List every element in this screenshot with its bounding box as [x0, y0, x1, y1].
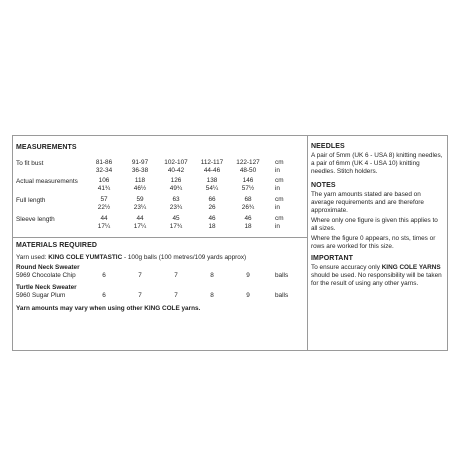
yarn-amount-note: Yarn amounts may vary when using other KING COLE yarns. [16, 305, 201, 312]
length-size-2 [126, 196, 154, 213]
value-in: 18 [244, 223, 252, 231]
sleeve-size-2 [126, 215, 154, 232]
notes-paragraph-2: Where only one figure is given this applies to all sizes. [311, 217, 438, 233]
value-in: 26¾ [241, 204, 255, 212]
row-label-full-length: Full length [16, 197, 46, 204]
value-cm: 106 [98, 177, 110, 184]
unit-in: in [275, 204, 280, 212]
column-divider [307, 136, 308, 350]
important-suffix: should be used. No responsibility will be taken for the result of using any other yarns. [311, 272, 442, 288]
units [275, 177, 284, 194]
length-size-4 [198, 196, 226, 213]
value-in: 18 [208, 223, 216, 231]
round-neck-size-3: 7 [174, 272, 178, 279]
yarn-brand: KING COLE YUMTASTIC [48, 254, 123, 261]
value-in: 32-34 [95, 167, 113, 175]
turtle-neck-size-3: 7 [174, 292, 178, 299]
value-in: 23¾ [169, 204, 183, 212]
value-in: 36-38 [131, 167, 149, 175]
value-cm: 68 [244, 196, 252, 203]
unit-cm: cm [275, 159, 284, 166]
value-in: 40-42 [167, 167, 185, 175]
bust-size-3 [162, 159, 190, 176]
item-turtle-neck-name: Turtle Neck Sweater [16, 284, 77, 291]
turtle-neck-size-5: 9 [246, 292, 250, 299]
actual-size-2 [126, 177, 154, 194]
important-prefix: To ensure accuracy only [311, 264, 382, 271]
sleeve-size-5 [234, 215, 262, 232]
value-cm: 45 [172, 215, 180, 222]
round-neck-size-5: 9 [246, 272, 250, 279]
unit-cm: cm [275, 215, 284, 222]
value-cm: 46 [244, 215, 252, 222]
round-neck-size-1: 6 [102, 272, 106, 279]
turtle-neck-size-4: 8 [210, 292, 214, 299]
actual-size-5 [234, 177, 262, 194]
value-cm: 66 [208, 196, 216, 203]
section-divider [13, 237, 307, 238]
round-neck-size-2: 7 [138, 272, 142, 279]
item-round-neck-shade: 5969 Chocolate Chip [16, 272, 76, 279]
turtle-neck-unit: balls [275, 292, 289, 299]
actual-size-3 [162, 177, 190, 194]
unit-in: in [275, 185, 280, 193]
value-cm: 81-86 [95, 159, 113, 166]
notes-title: NOTES [311, 182, 336, 189]
value-in: 17¼ [133, 223, 147, 231]
row-label-bust: To fit bust [16, 160, 44, 167]
row-label-sleeve-length: Sleeve length [16, 216, 55, 223]
materials-title: MATERIALS REQUIRED [16, 242, 98, 249]
sleeve-size-4 [198, 215, 226, 232]
value-cm: 138 [206, 177, 218, 184]
value-cm: 57 [100, 196, 108, 203]
notes-paragraph-3: Where the figure 0 appears, no sts, times or rows are worked for this size. [311, 235, 436, 251]
item-round-neck-name: Round Neck Sweater [16, 264, 80, 271]
value-cm: 112-117 [200, 159, 224, 166]
value-in: 46½ [133, 185, 147, 193]
units [275, 159, 284, 176]
unit-cm: cm [275, 196, 284, 203]
pattern-info-panel [12, 135, 448, 351]
yarn-prefix: Yarn used: [16, 254, 49, 261]
notes-paragraph-1: The yarn amounts stated are based on average requirements and are therefore approximate. [311, 191, 424, 215]
unit-cm: cm [275, 177, 284, 184]
actual-size-4 [198, 177, 226, 194]
value-cm: 44 [100, 215, 108, 222]
needles-text: A pair of 5mm (UK 6 - USA 8) knitting needles, a pair of 6mm (UK 4 - USA 10) knitting needles. Stitch holders. [311, 152, 443, 176]
length-size-1 [90, 196, 118, 213]
bust-size-4 [198, 159, 226, 176]
value-in: 57½ [241, 185, 255, 193]
measurements-title: MEASUREMENTS [16, 144, 77, 151]
row-label-actual: Actual measurements [16, 178, 78, 185]
actual-size-1 [90, 177, 118, 194]
value-in: 49¾ [169, 185, 183, 193]
bust-size-2 [126, 159, 154, 176]
value-in: 17¼ [97, 223, 111, 231]
value-cm: 102-107 [164, 159, 188, 166]
value-cm: 126 [170, 177, 182, 184]
value-cm: 91-97 [131, 159, 149, 166]
value-in: 44-46 [203, 167, 221, 175]
turtle-neck-size-1: 6 [102, 292, 106, 299]
value-cm: 59 [136, 196, 144, 203]
value-in: 22½ [97, 204, 111, 212]
unit-in: in [275, 167, 280, 175]
important-text [311, 264, 447, 289]
length-size-3 [162, 196, 190, 213]
value-in: 54¼ [205, 185, 219, 193]
bust-size-1 [90, 159, 118, 176]
value-in: 48-50 [239, 167, 257, 175]
bust-size-5 [234, 159, 262, 176]
value-cm: 122-127 [236, 159, 260, 166]
yarn-suffix: - 100g balls (100 metres/109 yards approx) [122, 254, 247, 261]
important-brand: KING COLE YARNS [381, 264, 441, 271]
sleeve-size-3 [162, 215, 190, 232]
round-neck-size-4: 8 [210, 272, 214, 279]
value-in: 23¼ [133, 204, 147, 212]
value-in: 41¾ [97, 185, 111, 193]
value-in: 17¾ [169, 223, 183, 231]
round-neck-unit: balls [275, 272, 289, 279]
value-cm: 146 [242, 177, 254, 184]
turtle-neck-size-2: 7 [138, 292, 142, 299]
unit-in: in [275, 223, 280, 231]
value-cm: 63 [172, 196, 180, 203]
value-cm: 118 [134, 177, 146, 184]
units [275, 196, 284, 213]
value-cm: 46 [208, 215, 216, 222]
units [275, 215, 284, 232]
important-title: IMPORTANT [311, 255, 353, 262]
item-turtle-neck-shade: 5960 Sugar Plum [16, 292, 66, 299]
value-cm: 44 [136, 215, 144, 222]
yarn-used-line [16, 254, 246, 262]
length-size-5 [234, 196, 262, 213]
value-in: 26 [208, 204, 216, 212]
needles-title: NEEDLES [311, 143, 345, 150]
sleeve-size-1 [90, 215, 118, 232]
